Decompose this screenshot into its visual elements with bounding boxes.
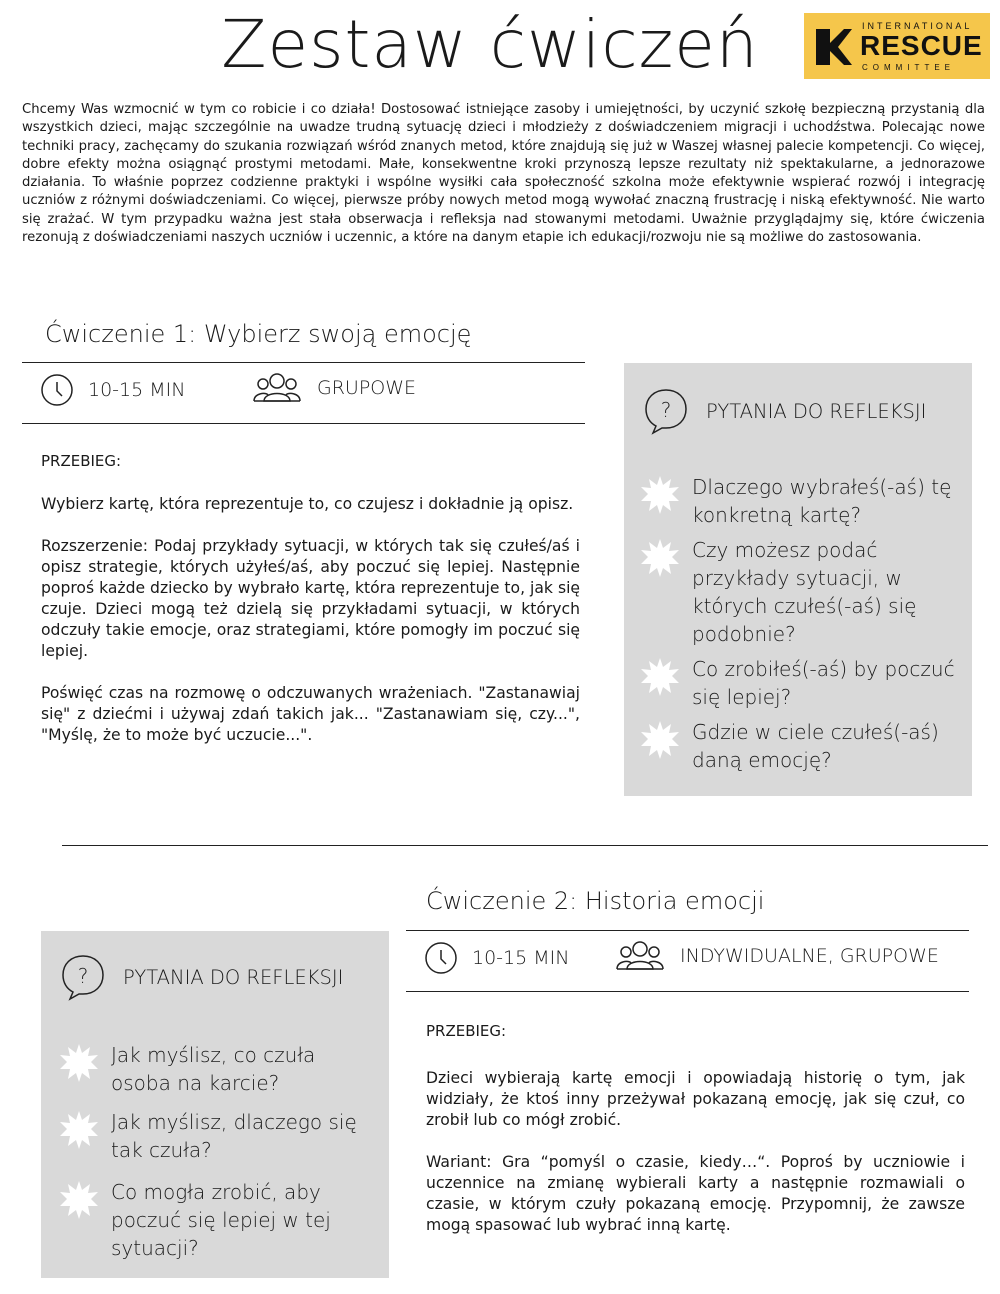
irc-logo-icon	[814, 27, 854, 67]
reflection-question: Gdzie w ciele czułeś(-aś) daną emocję?	[640, 718, 960, 774]
clock-icon	[40, 373, 74, 407]
exercise-1-mode	[252, 371, 416, 405]
exercise-1-title: Ćwiczenie 1: Wybierz swoją emocję	[45, 320, 472, 348]
starburst-icon	[640, 538, 680, 578]
exercise-2-mode	[615, 939, 939, 973]
mode-label: INDYWIDUALNE, GRUPOWE	[680, 945, 939, 967]
paragraph: Poświęć czas na rozmowę o odczuwanych wrażeniach. "Zastanawiaj się" z dziećmi i używaj zdań takich jak... "Zastanawiam się, czy...", "Myślę, że to może być uczucie...".	[41, 684, 580, 744]
reflection-panel	[41, 931, 389, 1278]
reflection-panel	[624, 363, 972, 796]
exercise-1-time	[40, 373, 185, 407]
paragraph: Dzieci wybierają kartę emocji i opowiadają historię o tym, jak widziały, że ktoś inny przeżywał pokazaną emocję, jak się czuł, co zrobił lub co mógł zrobić.	[426, 1069, 965, 1129]
reflection-question: Co mogła zrobić, aby poczuć się lepiej w tej sytuacji?	[59, 1178, 379, 1262]
reflection-heading: PYTANIA DO REFLEKSJI	[706, 399, 927, 423]
reflection-question: Co zrobiłeś(-aś) by poczuć się lepiej?	[640, 655, 960, 711]
mode-label: GRUPOWE	[317, 377, 417, 399]
starburst-icon	[59, 1043, 99, 1083]
section-label: PRZEBIEG:	[426, 1022, 507, 1040]
intro-paragraph: Chcemy Was wzmocnić w tym co robicie i co działa! Dostosować istniejące zasoby i umiejętności, by uczynić szkołę bezpieczną przystanią dla wszystkich dzieci, mając szczególnie na uwadze trudną sytuację dzieci i młodzieży z doświadczeniem migracji i uchodźstwa. Polecając nowe techniki pracy, zachęcamy do szukania rozwiązań wśród znanych metod, które znajdują się już w Waszej własnej palecie kompetencji. Co więcej, dobre efekty można osiągnąć prostymi metodami. Małe, konsekwentne kroki przynoszą lepsze rezultaty niż spektakularne, a jednorazowe działania. To właśnie poprzez codzienne praktyki i wspólne wysiłki cała społeczność szkolna może efektywnie wspierać rozwój i integrację uczniów z różnymi doświadczeniami. Co więcej, pierwsze próby nowych metod mogą wywołać znaczną frustrację i niską efektywność. Nie warto się zrażać. W tym przypadku ważna jest stała obserwacja i refleksja nad stowanymi metodami. Uważnie przyglądajmy się, które ćwiczenia rezonują z doświadczeniami naszych uczniów i uczennic, a które na danym etapie ich edukacji/rozwoju nie są możliwe do zastosowania.	[22, 102, 985, 246]
reflection-question: Czy możesz podać przykłady sytuacji, w których czułeś(-aś) się podobnie?	[640, 536, 960, 648]
time-label: 10-15 MIN	[88, 379, 186, 401]
exercise-2-body	[426, 1068, 965, 1257]
starburst-icon	[640, 720, 680, 760]
paragraph: Rozszerzenie: Podaj przykłady sytuacji, w których tak się czułeś/aś i opisz strategie, których użyłeś/aś, aby poczuć się lepiej. Następnie poproś każde dziecko by wybrało kartę, która reprezentuje to, jak się czuje. Dzieci mogą też dzielą się przykładami sytuacji, w których odczuły takie emocje, oraz strategiami, które pomogły im poczuć się lepiej.	[41, 537, 580, 660]
paragraph: Wybierz kartę, która reprezentuje to, co czujesz i dokładnie ją opisz.	[41, 495, 574, 513]
reflection-question: Jak myślisz, co czuła osoba na karcie?	[59, 1041, 379, 1097]
irc-logo	[804, 13, 990, 79]
starburst-icon	[640, 657, 680, 697]
reflection-heading: PYTANIA DO REFLEKSJI	[123, 965, 344, 989]
reflection-header	[59, 953, 343, 1001]
reflection-header	[642, 387, 926, 435]
group-icon	[615, 939, 665, 973]
starburst-icon	[59, 1110, 99, 1150]
question-bubble-icon	[59, 953, 107, 1001]
time-label: 10-15 MIN	[472, 947, 570, 969]
divider	[406, 991, 969, 992]
logo-line-3: COMMITTEE	[862, 63, 955, 72]
reflection-question: Dlaczego wybrałeś(-aś) tę konkretną kartę?	[640, 473, 960, 529]
question-bubble-icon	[642, 387, 690, 435]
exercise-1-body	[41, 494, 580, 767]
exercise-2-time	[424, 941, 569, 975]
logo-line-1: INTERNATIONAL	[862, 21, 973, 31]
section-label: PRZEBIEG:	[41, 452, 122, 470]
logo-line-2: RESCUE	[860, 30, 983, 61]
group-icon	[252, 371, 302, 405]
exercise-2-title: Ćwiczenie 2: Historia emocji	[426, 887, 765, 915]
divider	[62, 845, 988, 846]
starburst-icon	[59, 1180, 99, 1220]
reflection-question: Jak myślisz, dlaczego się tak czuła?	[59, 1108, 379, 1164]
clock-icon	[424, 941, 458, 975]
divider	[22, 423, 585, 424]
divider	[406, 930, 969, 931]
page-title: Zestaw ćwiczeń	[221, 6, 759, 83]
divider	[22, 362, 585, 363]
paragraph: Wariant: Gra “pomyśl o czasie, kiedy…“. Poproś by uczniowie i uczennice na zmianę wybierali karty a następnie rozmawiali o czasie, w którym czuły pokazaną emocję. Przypomnij, że zawsze mogą spasować lub wybrać inną kartę.	[426, 1153, 965, 1234]
starburst-icon	[640, 475, 680, 515]
